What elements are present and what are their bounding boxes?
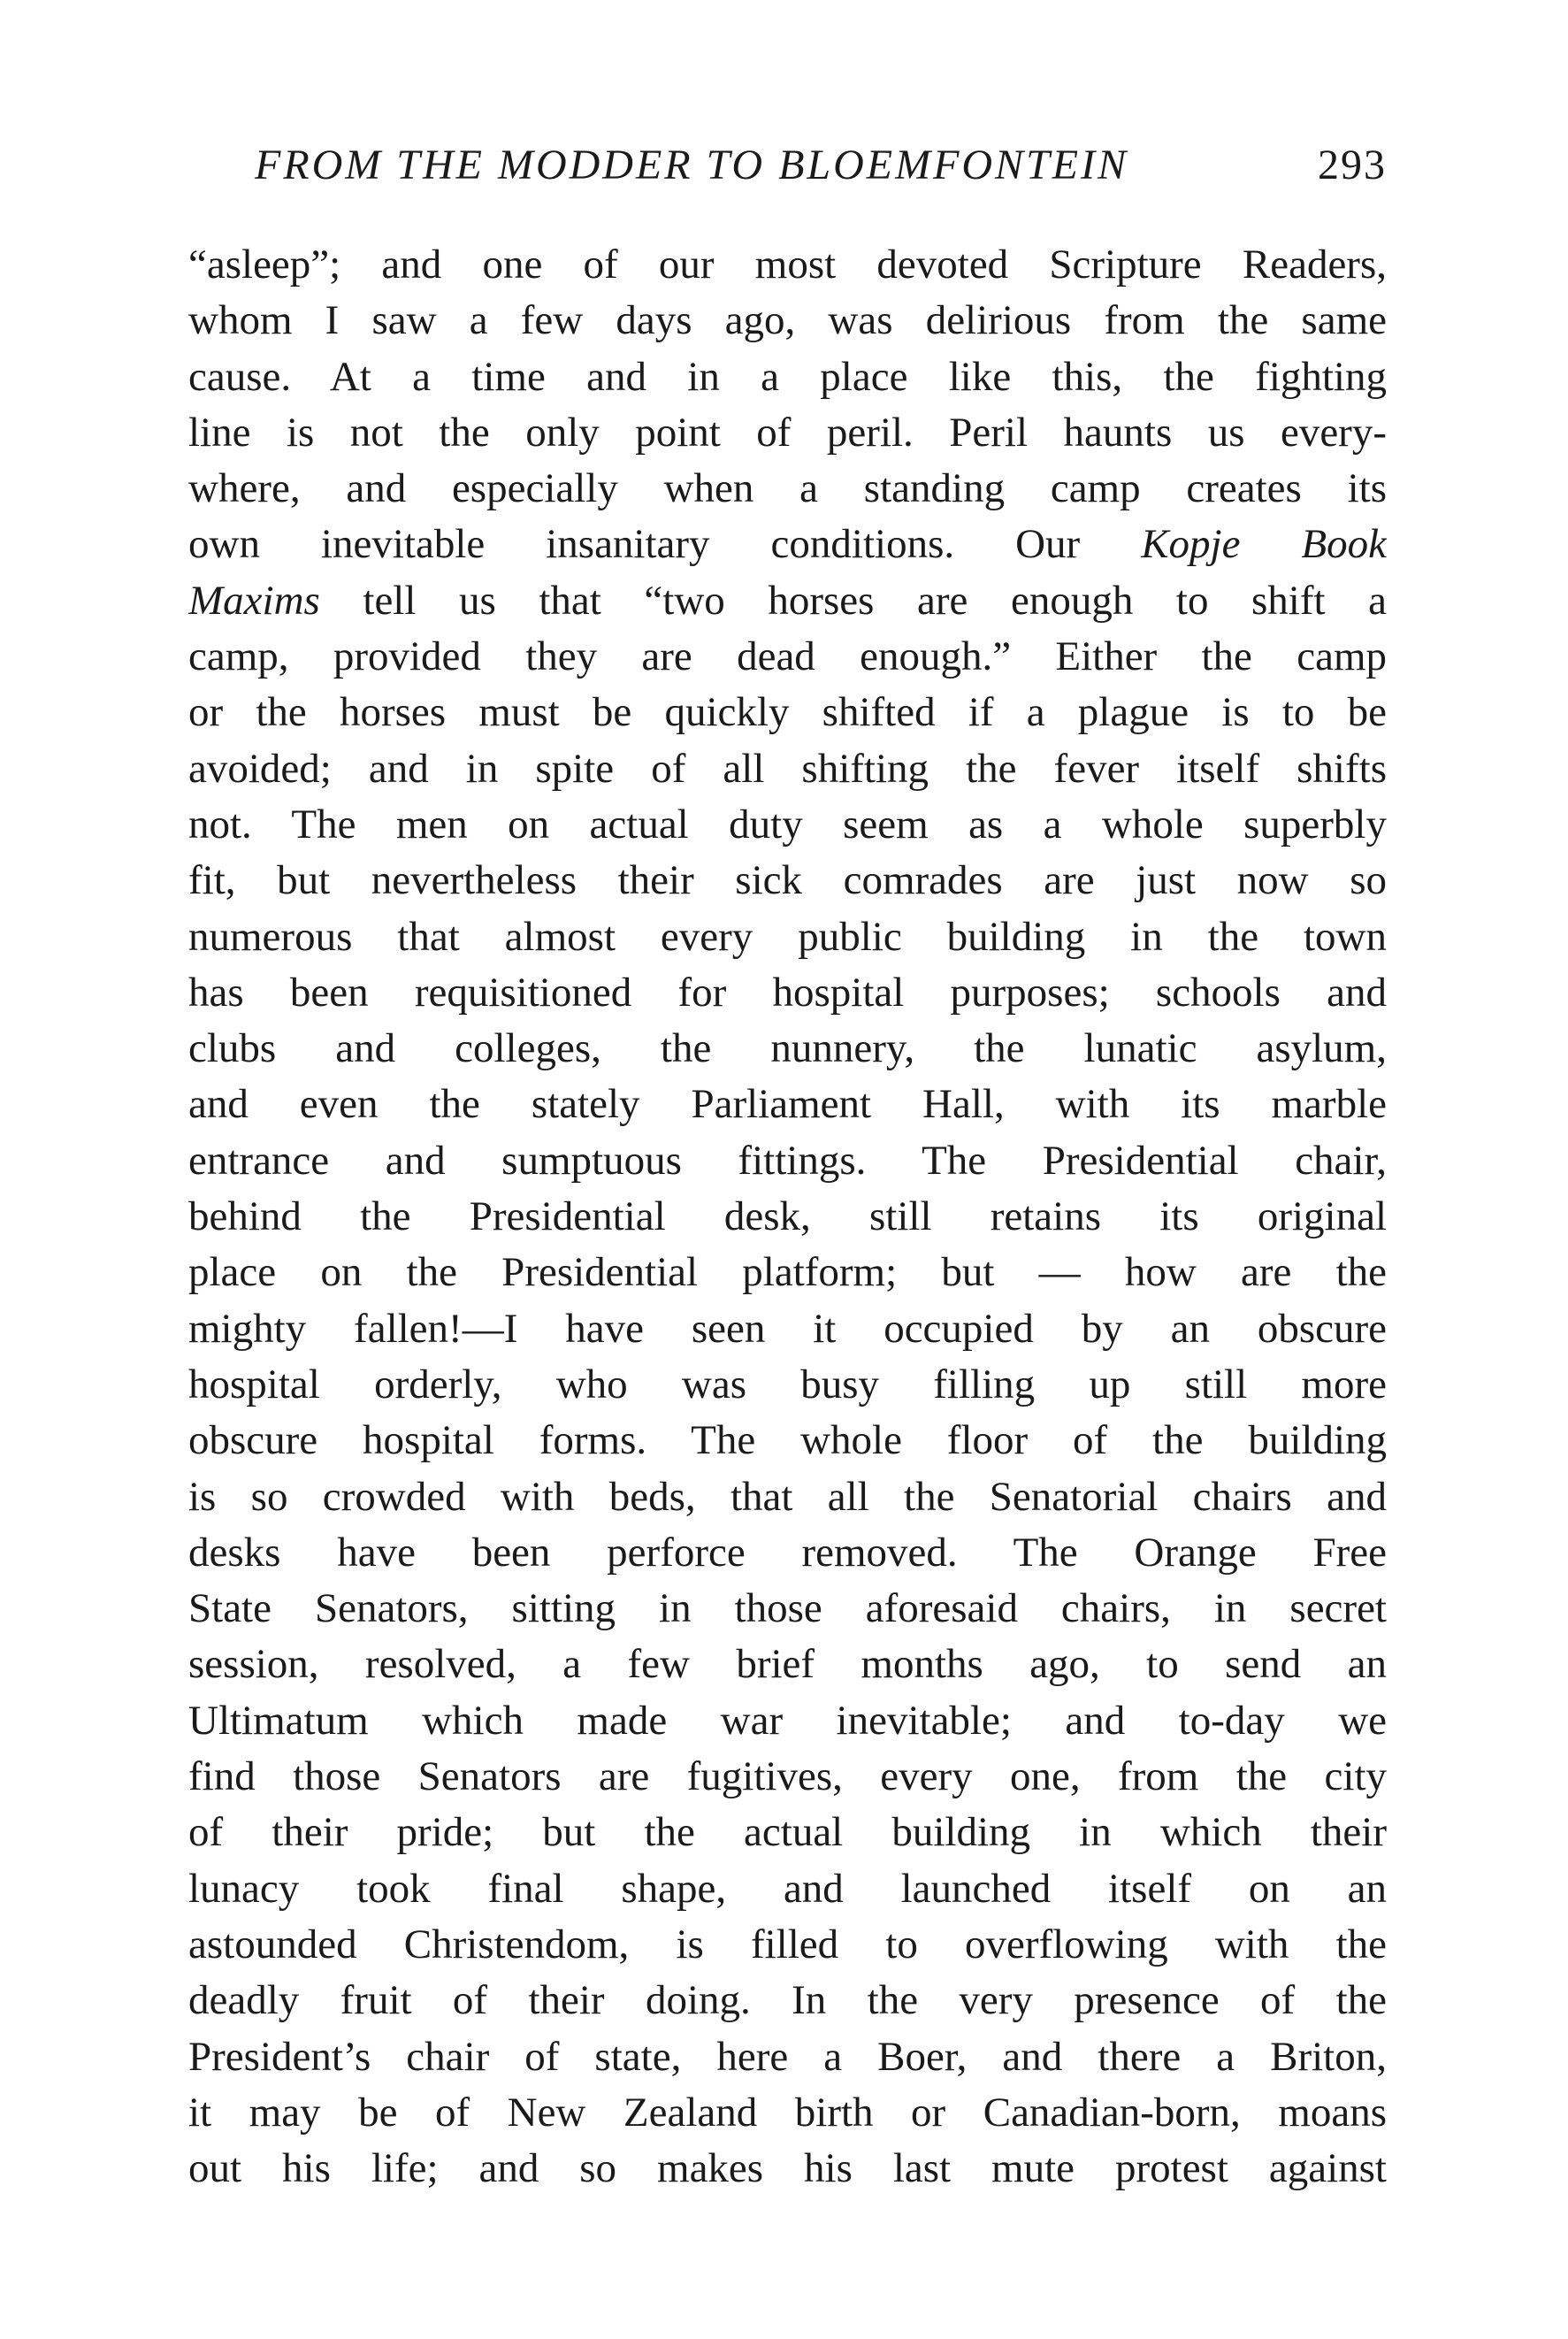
text-line: find those Senators are fugitives, every one, from the city [188, 1753, 1387, 1800]
text-line: President’s chair of state, here a Boer, and there a Briton, [188, 2033, 1387, 2080]
text-line: session, resolved, a few brief months ago, to send an [188, 1641, 1387, 1688]
text-line: whom I saw a few days ago, was delirious from the same [188, 297, 1387, 344]
text-line: State Senators, sitting in those aforesaid chairs, in secret [188, 1585, 1387, 1632]
text-line: or the horses must be quickly shifted if a plague is to be [188, 689, 1387, 736]
text-line: deadly fruit of their doing. In the very presence of the [188, 1977, 1387, 2024]
text-line: astounded Christendom, is filled to overflowing with the [188, 1921, 1387, 1967]
text-line: camp, provided they are dead enough.” Either the camp [188, 633, 1387, 680]
text-line-segment: own inevitable insanitary conditions. Our [188, 521, 1081, 568]
text-line: obscure hospital forms. The whole floor of the building [188, 1417, 1387, 1464]
text-line [188, 573, 1387, 629]
text-line: of their pride; but the actual building in which their [188, 1809, 1387, 1856]
text-line: avoided; and in spite of all shifting the fever itself shifts [188, 745, 1387, 792]
text-line: place on the Presidential platform; but — how are the [188, 1249, 1387, 1296]
italic-book-title: Kopje Book [1141, 521, 1387, 568]
text-line: entrance and sumptuous fittings. The Presidential chair, [188, 1137, 1387, 1184]
text-line: where, and especially when a standing camp creates its [188, 465, 1387, 512]
text-line: numerous that almost every public building in the town [188, 913, 1387, 960]
text-line: desks have been perforce removed. The Orange Free [188, 1529, 1387, 1576]
text-line: out his life; and so makes his last mute protest against [188, 2145, 1387, 2192]
text-line: it may be of New Zealand birth or Canadian-born, moans [188, 2089, 1387, 2136]
text-line: “asleep”; and one of our most devoted Scripture Readers, [188, 242, 1387, 288]
running-title: FROM THE MODDER TO BLOEMFONTEIN [255, 142, 1129, 188]
text-line: fit, but nevertheless their sick comrades are just now so [188, 857, 1387, 904]
text-line: is so crowded with beds, that all the Senatorial chairs and [188, 1473, 1387, 1520]
text-line-segment: tell us that “two horses are enough to shift a [363, 577, 1387, 624]
text-line: mighty fallen!—I have seen it occupied by an obscure [188, 1305, 1387, 1352]
body-text [188, 237, 1387, 2197]
text-line: not. The men on actual duty seem as a whole superbly [188, 801, 1387, 847]
text-line: behind the Presidential desk, still retains its original [188, 1193, 1387, 1240]
running-head [255, 134, 1387, 196]
text-line [188, 517, 1387, 572]
text-line: cause. At a time and in a place like this, the fighting [188, 353, 1387, 400]
text-line: clubs and colleges, the nunnery, the lunatic asylum, [188, 1025, 1387, 1072]
text-line: Ultimatum which made war inevitable; and to-day we [188, 1697, 1387, 1744]
text-line: lunacy took final shape, and launched itself on an [188, 1865, 1387, 1912]
text-line: has been requisitioned for hospital purposes; schools and [188, 969, 1387, 1016]
italic-book-title: Maxims [188, 577, 320, 624]
text-line: and even the stately Parliament Hall, with its marble [188, 1081, 1387, 1128]
text-line: line is not the only point of peril. Peril haunts us every- [188, 409, 1387, 456]
page-number: 293 [1318, 142, 1387, 188]
text-line: hospital orderly, who was busy filling up still more [188, 1361, 1387, 1407]
